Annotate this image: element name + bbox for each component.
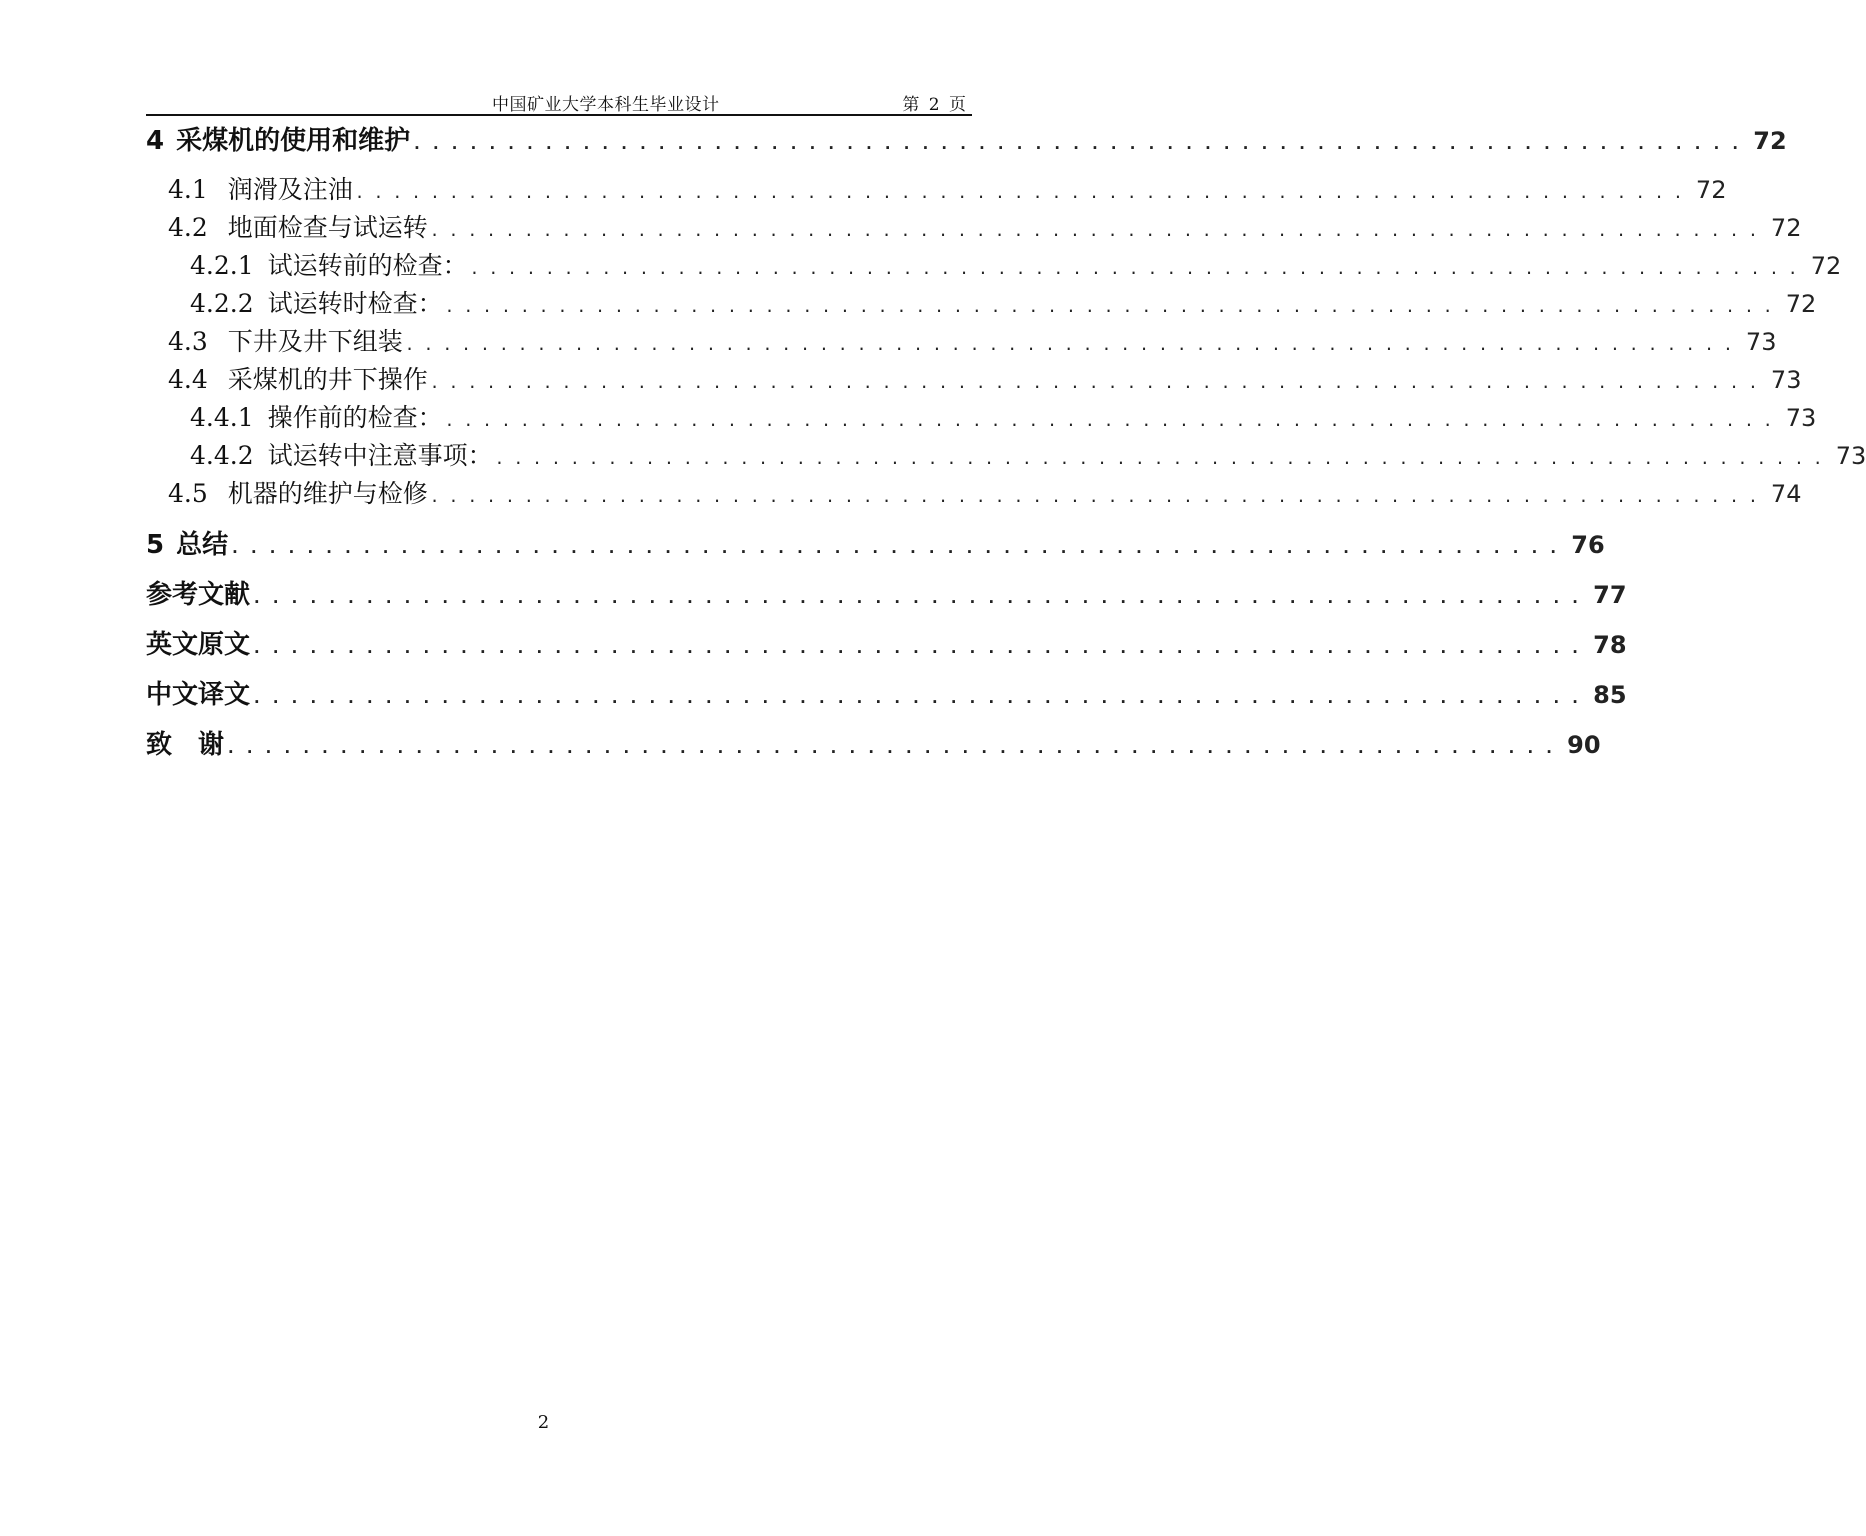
toc-dot-leader: ....................................................................... [429, 487, 1767, 506]
toc-entry-4-4-2[interactable] [190, 436, 1866, 472]
toc-entry-chinese-translation[interactable] [146, 674, 1627, 711]
toc-dot-leader: ....................................................................... [469, 259, 1807, 278]
toc-entry-number: 4.4.1 [190, 403, 254, 432]
toc-entry-4-1[interactable] [168, 170, 1727, 206]
toc-entry-4[interactable] [146, 120, 1787, 157]
toc-entry-title: 试运转中注意事项： [267, 441, 493, 470]
toc-entry-page: 72 [1753, 127, 1787, 155]
toc-entry-number: 4.1 [168, 175, 208, 204]
toc-entry-number: 4.3 [168, 327, 208, 356]
toc-entry-page: 73 [1785, 404, 1817, 432]
toc-entry-title: 采煤机的使用和维护 [176, 126, 411, 156]
toc-entry-page: 73 [1770, 366, 1802, 394]
toc-entry-page: 73 [1835, 442, 1866, 470]
toc-entry-title: 参考文献 [146, 580, 251, 610]
toc-entry-page: 76 [1571, 531, 1605, 559]
page-header [146, 88, 972, 116]
toc-entry-4-4[interactable] [168, 360, 1802, 396]
toc-entry-number: 4.2.1 [190, 251, 254, 280]
toc-dot-leader: ....................................................................... [252, 688, 1590, 707]
header-title: 中国矿业大学本科生毕业设计 [492, 95, 720, 115]
toc-entry-title: 润滑及注油 [227, 175, 353, 204]
toc-entry-number: 4 [146, 126, 165, 156]
footer-page-number: 2 [537, 1412, 550, 1433]
toc-entry-4-4-1[interactable] [190, 398, 1817, 434]
toc-entry-page: 73 [1745, 328, 1777, 356]
toc-entry-title: 试运转时检查： [267, 289, 443, 318]
toc-dot-leader: ....................................................................... [354, 183, 1692, 202]
toc-entry-title: 致 谢 [146, 730, 225, 760]
toc-entry-4-2-2[interactable] [190, 284, 1817, 320]
toc-entry-references[interactable] [146, 574, 1627, 611]
toc-entry-4-2[interactable] [168, 208, 1802, 244]
toc-entry-title: 操作前的检查： [267, 403, 443, 432]
toc-entry-title: 中文译文 [146, 680, 251, 710]
toc-entry-page: 72 [1785, 290, 1817, 318]
toc-entry-number: 4.2.2 [190, 289, 254, 318]
toc-entry-page: 74 [1770, 480, 1802, 508]
toc-entry-4-3[interactable] [168, 322, 1777, 358]
toc-entry-4-5[interactable] [168, 474, 1802, 510]
toc-entry-title: 机器的维护与检修 [227, 479, 428, 508]
toc-dot-leader: ....................................................................... [412, 134, 1750, 153]
toc-entry-page: 78 [1593, 631, 1627, 659]
toc-entry-page: 85 [1593, 681, 1627, 709]
toc-entry-title: 采煤机的井下操作 [227, 365, 428, 394]
toc-entry-page: 77 [1593, 581, 1627, 609]
toc-entry-number: 4.4 [168, 365, 208, 394]
toc-entry-english-original[interactable] [146, 624, 1627, 661]
toc-dot-leader: ....................................................................... [429, 373, 1767, 392]
toc-entry-acknowledgements[interactable] [146, 724, 1601, 761]
toc-dot-leader: ....................................................................... [226, 738, 1564, 757]
toc-dot-leader: ....................................................................... [230, 538, 1568, 557]
toc-entry-number: 5 [146, 530, 165, 560]
toc-dot-leader: ....................................................................... [252, 588, 1590, 607]
toc-entry-page: 72 [1770, 214, 1802, 242]
toc-entry-page: 90 [1567, 731, 1601, 759]
toc-dot-leader: ....................................................................... [429, 221, 1767, 240]
toc-entry-5[interactable] [146, 524, 1605, 561]
toc-entry-title: 英文原文 [146, 630, 251, 660]
toc-entry-title: 地面检查与试运转 [227, 213, 428, 242]
toc-dot-leader: ....................................................................... [252, 638, 1590, 657]
toc-entry-number: 4.4.2 [190, 441, 254, 470]
toc-dot-leader: ....................................................................... [404, 335, 1742, 354]
header-page-label: 第 2 页 [902, 95, 968, 115]
toc-dot-leader: ....................................................................... [444, 411, 1782, 430]
toc-entry-4-2-1[interactable] [190, 246, 1842, 282]
toc-dot-leader: ....................................................................... [494, 449, 1832, 468]
toc-dot-leader: ....................................................................... [444, 297, 1782, 316]
toc-entry-title: 试运转前的检查： [267, 251, 468, 280]
toc-entry-number: 4.2 [168, 213, 208, 242]
toc-entry-title: 下井及井下组装 [227, 327, 403, 356]
toc-entry-title: 总结 [176, 530, 229, 560]
toc-entry-number: 4.5 [168, 479, 208, 508]
toc-entry-page: 72 [1695, 176, 1727, 204]
toc-entry-page: 72 [1810, 252, 1842, 280]
